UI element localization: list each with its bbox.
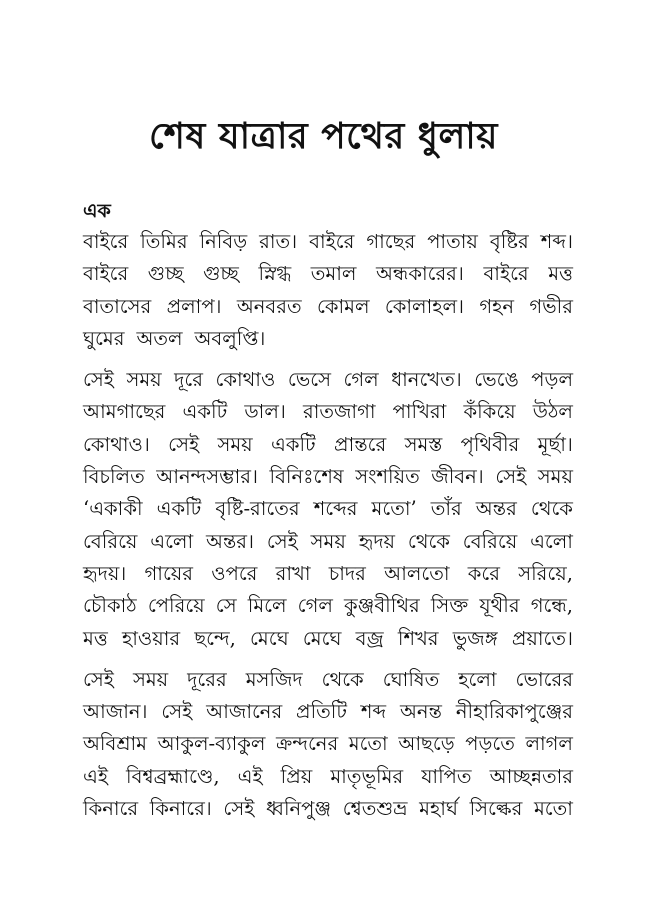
text-line [83,429,573,461]
word: আজান। [83,700,148,724]
word: সেই [161,700,193,724]
word: সিক্ত [430,594,469,618]
word: শ্বেতশুভ্র [342,797,408,821]
word: ধানখেত। [391,368,462,392]
word: গেল [343,368,379,392]
text-line [83,623,573,655]
word: সেই [83,368,114,392]
word: গুচ্ছ [203,262,239,286]
word: বজ্র [355,626,384,650]
word: কোথাও। [83,432,150,456]
word: সরিয়ে, [518,561,573,585]
word: ঘোষিত [382,667,440,691]
word: অন্ধকারের। [375,262,464,286]
word: মেঘে [250,626,289,650]
word: পাখিরা [392,400,447,424]
word: সমস্ত [404,432,443,456]
word: বাইরে [83,230,129,253]
word: ভেসে [287,368,331,392]
word: একটি [271,432,316,456]
word: হৃদয়। [83,561,127,585]
word: অবলুপ্তি। [194,326,266,350]
word: সেই [266,529,298,553]
word: অন্তর [475,497,517,521]
word: সময় [310,529,346,553]
word: প্রয়াতে। [511,626,573,650]
word: গায়ের [144,561,194,585]
word: মতো [348,732,388,756]
word: মাতৃভূমির [330,764,404,788]
text-line [83,364,573,396]
word: পেরিয়ে [147,594,205,618]
word: সেই [495,465,527,489]
word: বিনিঃশেষ [269,465,344,489]
text-line [83,761,573,793]
word: রাত। [259,230,298,253]
text-line [83,590,573,622]
text-line [83,396,573,428]
text-line [83,493,573,525]
word: ভেঙে [474,368,519,392]
word: গন্ধে, [530,594,573,618]
word: পড়তে [465,732,515,756]
word: ক্রন্দনের [276,732,339,756]
word: অতল [136,326,183,350]
word: পাতায় [427,230,478,253]
word: হৃদয় [358,529,396,553]
word: সিল্কের [469,797,523,821]
word: কিনারে। [149,797,212,821]
word: বেরিয়ে [83,529,138,553]
word: চৌকাঠ [83,594,137,618]
word: একটি [156,497,202,521]
word: কঁকিয়ে [463,400,516,424]
word: মতো’ [371,497,417,521]
text-line [83,664,573,696]
paragraph [83,226,573,355]
word: তাঁর [430,497,462,521]
word: শব্দের [313,497,358,521]
word: মূর্ছা। [537,432,573,456]
word: স্নিগ্ধ [258,262,292,286]
word: ‘একাকী [83,497,143,521]
text-line [83,558,573,590]
word: অবিশ্রাম [83,732,147,756]
text-line [83,291,573,323]
word: মহার্ঘ [419,797,458,821]
word: এলো [530,529,573,553]
section-heading: এক [83,200,111,222]
text-line [83,461,573,493]
word: কিনারে [83,797,139,821]
paragraph [83,664,573,825]
word: করে [467,561,500,585]
word: ভোরের [515,667,573,691]
word: মেঘে [302,626,342,650]
chapter-title: শেষ যাত্রার পথের ধুলায় [149,115,498,157]
word: বৃষ্টি-রাতের [215,497,300,521]
word: প্রান্তরে [334,432,387,456]
word: লাগল [525,732,573,756]
word: গহন [479,294,514,318]
word: কোলাহল। [384,294,464,318]
word: বাইরে [483,262,529,286]
word: গাছের [366,230,416,253]
word: আজানের [206,700,283,724]
text-line [83,526,573,558]
word: কুঞ্জবীথির [344,594,420,618]
word: আমগাছের [83,400,166,424]
word: বিশ্বব্রহ্মাণ্ডে, [126,764,220,788]
word: তমাল [310,262,357,286]
text-line [83,728,573,760]
word: সংশয়িত [355,465,420,489]
word: এই [237,764,263,788]
word: বৃষ্টির [489,230,529,253]
word: গভীর [529,294,573,318]
word: সেই [83,667,114,691]
word: সময় [217,432,253,456]
word: জীবন। [431,465,484,489]
word: ঘুমের [83,326,125,350]
word: সময় [132,667,169,691]
text-line [83,226,573,258]
word: একটি [182,400,228,424]
text-line [83,696,573,728]
word: পৃথিবীর [460,432,520,456]
word: যাপিত [421,764,472,788]
body-text [83,226,573,834]
word: আচ্ছন্নতার [489,764,573,788]
word: অনবরত [236,294,302,318]
word: এই [83,764,108,788]
word: আকুল-ব্যাকুল [157,732,266,756]
word: থেকে [530,497,573,521]
word: বেরিয়ে [462,529,518,553]
word: প্রলাপ। [166,294,222,318]
word: ছন্দে, [194,626,236,650]
word: হলো [458,667,497,691]
word: মিলে [247,594,287,618]
word: সময় [537,465,573,489]
text-line [83,323,573,355]
word: মত্ত [83,626,108,650]
word: দূরের [187,667,227,691]
word: আলতো [384,561,450,585]
word: অনন্ত [399,700,442,724]
word: চাদর [328,561,366,585]
word: কোমল [316,294,370,318]
word: আনন্দসম্ভার। [156,465,258,489]
word: উঠল [532,400,573,424]
word: কোথাও [215,368,276,392]
word: শব্দ। [540,230,573,253]
text-line [83,793,573,825]
word: প্রতিটি [296,700,348,724]
word: থেকে [407,529,450,553]
word: বাইরে [83,262,129,286]
word: সেই [223,797,255,821]
word: মতো [533,797,573,821]
word: প্রিয় [280,764,313,788]
word: বাইরে [309,230,355,253]
word: নীহারিকাপুঞ্জের [455,700,573,724]
text-line [83,258,573,290]
word: বিচলিত [83,465,145,489]
word: সে [215,594,237,618]
word: অন্তর। [205,529,255,553]
word: আছড়ে [398,732,455,756]
word: পড়ল [531,368,573,392]
word: মসজিদ [245,667,303,691]
word: এলো [150,529,194,553]
word: সেই [168,432,200,456]
word: যূথীর [479,594,520,618]
word: তিমির [140,230,188,253]
word: শিখর [397,626,439,650]
word: ডাল। [244,400,286,424]
word: থেকে [321,667,364,691]
word: সময় [126,368,162,392]
word: মত্ত [548,262,573,286]
word: বাতাসের [83,294,152,318]
word: হাওয়ার [121,626,181,650]
paragraph [83,364,573,655]
word: গুচ্ছ [147,262,184,286]
word: ধ্বনিপুঞ্জ [266,797,332,821]
word: গেল [297,594,333,618]
word: ওপরে [211,561,258,585]
word: দূরে [174,368,203,392]
word: শব্দ [360,700,387,724]
word: নিবিড় [199,230,248,253]
word: রাতজাগা [302,400,376,424]
word: ভুজঙ্গ [452,626,498,650]
word: রাখা [275,561,311,585]
